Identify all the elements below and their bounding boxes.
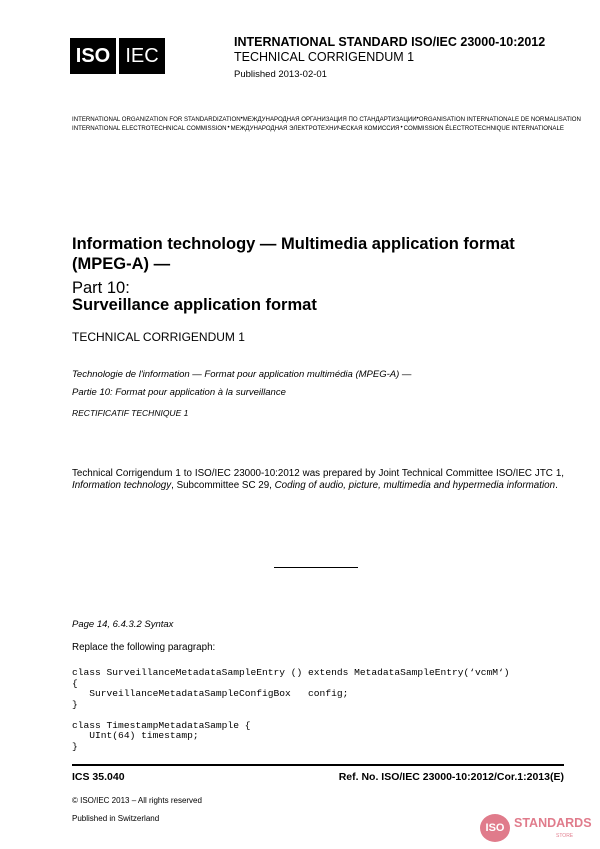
intro-text-2: , Subcommittee SC 29,	[171, 480, 275, 492]
store-name: STANDARDS	[514, 816, 592, 830]
part-title: Surveillance application format	[72, 296, 317, 314]
intro-text-3: .	[555, 480, 558, 492]
iso-logo	[70, 38, 116, 74]
org-iso-fr: ORGANISATION INTERNATIONALE DE NORMALISATION	[418, 116, 581, 123]
section-reference: Page 14, 6.4.3.2 Syntax	[72, 619, 174, 630]
code-block	[72, 668, 510, 752]
title-line-2: (MPEG-A) —	[72, 255, 171, 273]
iec-logo	[119, 38, 165, 74]
intro-italic-1: Information technology	[72, 480, 172, 492]
code-line: }	[72, 740, 78, 752]
bullet: •	[400, 125, 403, 131]
ics-code: ICS 35.040	[72, 771, 125, 783]
reference-number: Ref. No. ISO/IEC 23000-10:2012/Cor.1:2013(E)	[338, 771, 564, 783]
bullet: •	[416, 116, 419, 122]
standard-title: INTERNATIONAL STANDARD ISO/IEC 23000-10:2012	[234, 35, 546, 49]
footer-rule	[72, 764, 564, 766]
store-iso-text: ISO	[485, 822, 505, 834]
french-title-2: Partie 10: Format pour application à la surveillance	[72, 387, 286, 398]
intro-paragraph	[72, 468, 564, 492]
code-line	[72, 710, 510, 721]
title-line-1: Information technology — Multimedia application format	[72, 235, 515, 253]
bullet: •	[240, 116, 243, 122]
store-subtitle: STORE	[556, 833, 574, 839]
code-line: UInt(64) timestamp;	[72, 730, 199, 741]
french-title-1: Technologie de l'information — Format pour application multimédia (MPEG-A) —	[72, 369, 412, 380]
org-iec-fr: COMMISSION ÉLECTROTECHNIQUE INTERNATIONALE	[403, 125, 564, 132]
org-row-2	[72, 125, 564, 132]
tc-label: TECHNICAL CORRIGENDUM 1	[72, 330, 245, 344]
instruction-text: Replace the following paragraph:	[72, 642, 216, 653]
org-iso-ru: МЕЖДУНАРОДНАЯ ОРГАНИЗАЦИЯ ПО СТАНДАРТИЗАЦИИ	[242, 116, 417, 123]
section-divider	[274, 567, 358, 568]
org-iec-en: INTERNATIONAL ELECTROTECHNICAL COMMISSION	[72, 125, 227, 132]
copyright-notice: © ISO/IEC 2013 – All rights reserved	[72, 796, 202, 805]
french-tc-label: RECTIFICATIF TECHNIQUE 1	[72, 408, 189, 418]
code-line: }	[72, 698, 78, 710]
published-in: Published in Switzerland	[72, 814, 160, 823]
code-line: class SurveillanceMetadataSampleEntry () extends MetadataSampleEntry(‘vcmM‘)	[72, 667, 510, 678]
code-line: SurveillanceMetadataSampleConfigBox config;	[72, 688, 349, 699]
published-date: Published 2013-02-01	[234, 69, 327, 80]
code-line: class TimestampMetadataSample {	[72, 719, 251, 731]
intro-text-1: Technical Corrigendum 1 to ISO/IEC 23000-10:2012 was prepared by Joint Technical Committee ISO/IEC JTC 1,	[72, 468, 564, 479]
bullet: •	[227, 125, 230, 131]
code-line: {	[72, 677, 78, 689]
org-iso-en: INTERNATIONAL ORGANIZATION FOR STANDARDIZATION	[72, 116, 241, 123]
org-iec-ru: МЕЖДУНАРОДНАЯ ЭЛЕКТРОТЕХНИЧЕСКАЯ КОМИССИЯ	[230, 125, 400, 132]
iso-logo-text: ISO	[75, 44, 111, 67]
part-label: Part 10:	[72, 279, 130, 297]
intro-italic-2: Coding of audio, picture, multimedia and hypermedia information	[274, 480, 556, 492]
org-row-1	[72, 116, 581, 123]
store-iso-mark	[480, 814, 510, 842]
corrigendum-label: TECHNICAL CORRIGENDUM 1	[234, 50, 415, 64]
iec-logo-text: IEC	[125, 44, 159, 67]
iso-standards-store-logo	[480, 814, 592, 844]
